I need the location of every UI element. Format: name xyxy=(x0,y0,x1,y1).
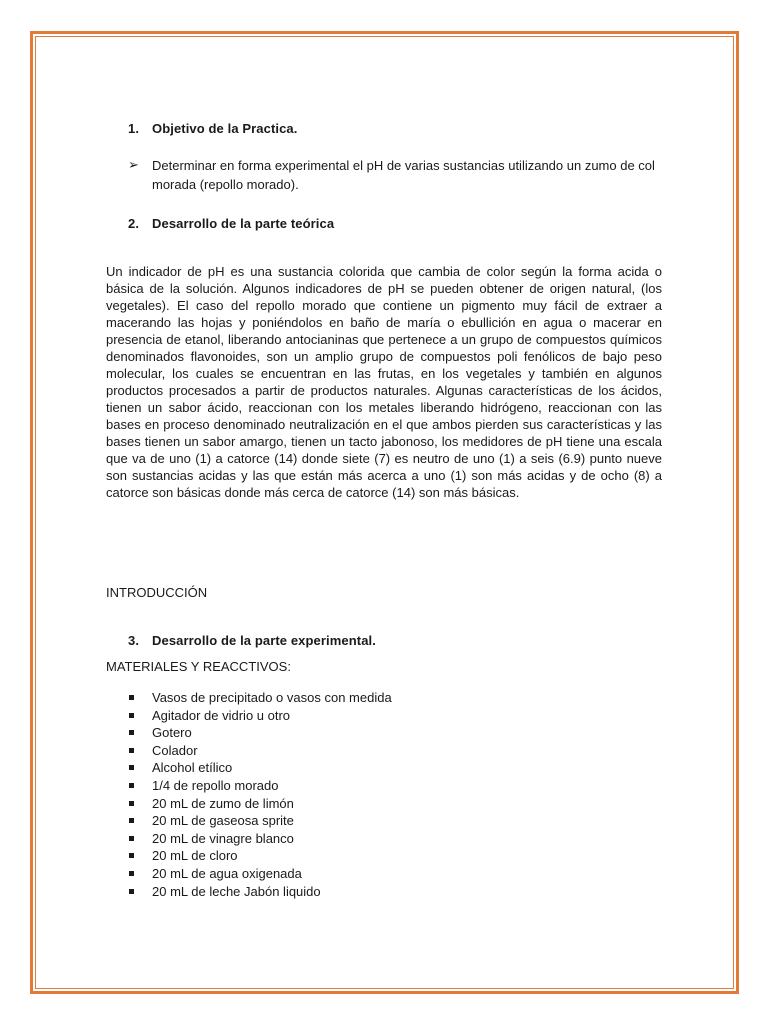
list-item: 1/4 de repollo morado xyxy=(129,777,392,795)
section-3-title: Desarrollo de la parte experimental. xyxy=(152,633,376,648)
list-item: 20 mL de cloro xyxy=(129,847,392,865)
square-bullet-icon xyxy=(129,801,134,806)
list-item: Vasos de precipitado o vasos con medida xyxy=(129,689,392,707)
square-bullet-icon xyxy=(129,695,134,700)
section-1-heading xyxy=(128,121,297,136)
materials-label: MATERIALES Y REACCTIVOS: xyxy=(106,659,291,674)
square-bullet-icon xyxy=(129,713,134,718)
list-item: 20 mL de agua oxigenada xyxy=(129,865,392,883)
materials-list xyxy=(129,689,392,900)
section-2-heading xyxy=(128,216,334,231)
objective-text: Determinar en forma experimental el pH de varias sustancias utilizando un zumo de col morada (repollo morado). xyxy=(152,158,655,192)
square-bullet-icon xyxy=(129,730,134,735)
list-item: Colador xyxy=(129,742,392,760)
square-bullet-icon xyxy=(129,765,134,770)
section-1-number: 1. xyxy=(128,121,140,136)
square-bullet-icon xyxy=(129,748,134,753)
section-3-number: 3. xyxy=(128,633,140,648)
square-bullet-icon xyxy=(129,871,134,876)
introduction-label: INTRODUCCIÓN xyxy=(106,585,208,600)
section-3-heading xyxy=(128,633,376,648)
square-bullet-icon xyxy=(129,889,134,894)
square-bullet-icon xyxy=(129,783,134,788)
list-item: Alcohol etílico xyxy=(129,759,392,777)
square-bullet-icon xyxy=(129,853,134,858)
list-item: 20 mL de vinagre blanco xyxy=(129,830,392,848)
section-2-title: Desarrollo de la parte teórica xyxy=(152,216,335,231)
arrow-bullet-icon: ➢ xyxy=(128,157,139,172)
square-bullet-icon xyxy=(129,836,134,841)
section-2-number: 2. xyxy=(128,216,140,231)
square-bullet-icon xyxy=(129,818,134,823)
list-item: 20 mL de zumo de limón xyxy=(129,795,392,813)
list-item: Agitador de vidrio u otro xyxy=(129,707,392,725)
list-item: 20 mL de leche Jabón liquido xyxy=(129,883,392,901)
list-item: 20 mL de gaseosa sprite xyxy=(129,812,392,830)
list-item: Gotero xyxy=(129,724,392,742)
section-1-title: Objetivo de la Practica. xyxy=(152,121,298,136)
theory-paragraph: Un indicador de pH es una sustancia colorida que cambia de color según la forma acida o básica de la solución. Algunos indicadores de pH se pueden obtener de origen natural, (los vegetales). El caso del repollo morado que contiene un pigmento muy fácil de extraer a macerando las hojas y poniéndolos en baño de maría o ebullición en agua o macerar en presencia de etanol, liberando antocianinas que pertenece a un grupo de compuestos químicos denominados flavonoides, son un amplio grupo de compuestos poli fenólicos de bajo peso molecular, los cuales se encuentran en las frutas, en los vegetales y también en algunos productos procesados a partir de productos naturales. Algunas características de los ácidos, tienen un sabor ácido, reaccionan con los metales liberando hidrógeno, reaccionan con las bases en proceso denominado neutralización en el que ambos pierden sus características y las bases tienen un sabor amargo, tienen un tacto jabonoso, los medidores de pH tiene una escala que va de uno (1) a catorce (14) donde siete (7) es neutro de uno (1) a seis (6.9) punto nueve son sustancias acidas y las que están más acerca a uno (1) son más acidas y de ocho (8) a catorce son básicas donde más cerca de catorce (14) son más básicas. xyxy=(106,264,662,500)
